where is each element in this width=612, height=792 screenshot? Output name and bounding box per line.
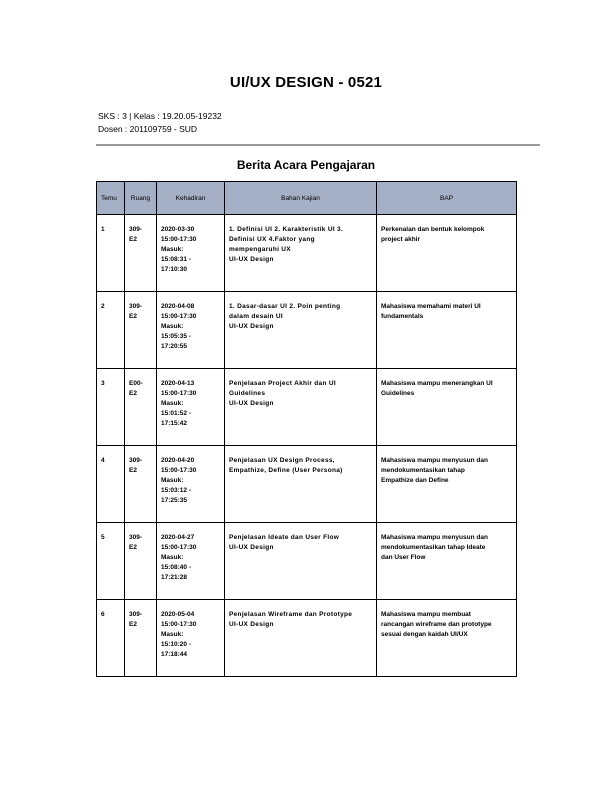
- horizontal-divider: [96, 144, 540, 146]
- table-row: [97, 446, 517, 523]
- cell-temu: 6: [97, 600, 125, 677]
- cell-bap: Mahasiswa mampu membuat rancangan wireframe dan prototype sesuai dengan kaidah UI/UX: [377, 600, 517, 677]
- cell-kehadiran: 2020-04-13 15:00-17:30 Masuk: 15:01:52 - 17:15:42: [157, 369, 225, 446]
- cell-bap: Mahasiswa mampu menyusun dan mendokumentasikan tahap Empathize dan Define: [377, 446, 517, 523]
- cell-ruang: 309- E2: [125, 446, 157, 523]
- course-meta-line-1: SKS : 3 | Kelas : 19.20.05-19232: [98, 111, 222, 121]
- column-header-bap: BAP: [377, 182, 517, 215]
- cell-kehadiran: 2020-03-30 15:00-17:30 Masuk: 15:08:31 - 17:10:30: [157, 215, 225, 292]
- column-header-ruang: Ruang: [125, 182, 157, 215]
- table-row: [97, 369, 517, 446]
- column-header-bahan-kajian: Bahan Kajian: [225, 182, 377, 215]
- document-title: UI/UX DESIGN - 0521: [229, 74, 383, 91]
- cell-ruang: 309- E2: [125, 600, 157, 677]
- cell-bap: Mahasiswa mampu menyusun dan mendokumentasikan tahap Ideate dan User Flow: [377, 523, 517, 600]
- section-title: Berita Acara Pengajaran: [236, 158, 376, 172]
- cell-bahan-kajian: 1. Dasar-dasar UI 2. Poin penting dalam desain UI UI-UX Design: [225, 292, 377, 369]
- cell-bap: Perkenalan dan bentuk kelompok project akhir: [377, 215, 517, 292]
- table-row: [97, 215, 517, 292]
- cell-bahan-kajian: Penjelasan Wireframe dan Prototype UI-UX Design: [225, 600, 377, 677]
- cell-ruang: E00- E2: [125, 369, 157, 446]
- cell-kehadiran: 2020-05-04 15:00-17:30 Masuk: 15:10:20 - 17:18:44: [157, 600, 225, 677]
- cell-bap: Mahasiswa mampu menerangkan UI Guidelines: [377, 369, 517, 446]
- cell-ruang: 309- E2: [125, 292, 157, 369]
- table-row: [97, 292, 517, 369]
- course-meta-line-2: Dosen : 201109759 - SUD: [98, 124, 198, 134]
- cell-kehadiran: 2020-04-20 15:00-17:30 Masuk: 15:03:12 - 17:25:35: [157, 446, 225, 523]
- cell-temu: 1: [97, 215, 125, 292]
- cell-kehadiran: 2020-04-27 15:00-17:30 Masuk: 15:08:40 - 17:21:28: [157, 523, 225, 600]
- table-row: [97, 523, 517, 600]
- cell-bahan-kajian: Penjelasan UX Design Process, Empathize, Define (User Persona): [225, 446, 377, 523]
- cell-kehadiran: 2020-04-08 15:00-17:30 Masuk: 15:05:35 - 17:20:55: [157, 292, 225, 369]
- cell-temu: 5: [97, 523, 125, 600]
- table-header-row: [97, 182, 517, 215]
- cell-temu: 3: [97, 369, 125, 446]
- cell-temu: 2: [97, 292, 125, 369]
- teaching-report-table: [96, 181, 517, 677]
- cell-ruang: 309- E2: [125, 215, 157, 292]
- cell-bahan-kajian: Penjelasan Project Akhir dan UI Guidelines UI-UX Design: [225, 369, 377, 446]
- cell-bap: Mahasiswa memahami materi UI fundamentals: [377, 292, 517, 369]
- cell-bahan-kajian: Penjelasan Ideate dan User Flow UI-UX Design: [225, 523, 377, 600]
- cell-bahan-kajian: 1. Definisi UI 2. Karakteristik UI 3. Definisi UX 4.Faktor yang mempengaruhi UX UI-UX Design: [225, 215, 377, 292]
- column-header-temu: Temu: [97, 182, 125, 215]
- cell-ruang: 309- E2: [125, 523, 157, 600]
- table-row: [97, 600, 517, 677]
- cell-temu: 4: [97, 446, 125, 523]
- column-header-kehadiran: Kehadiran: [157, 182, 225, 215]
- course-meta: [98, 110, 222, 136]
